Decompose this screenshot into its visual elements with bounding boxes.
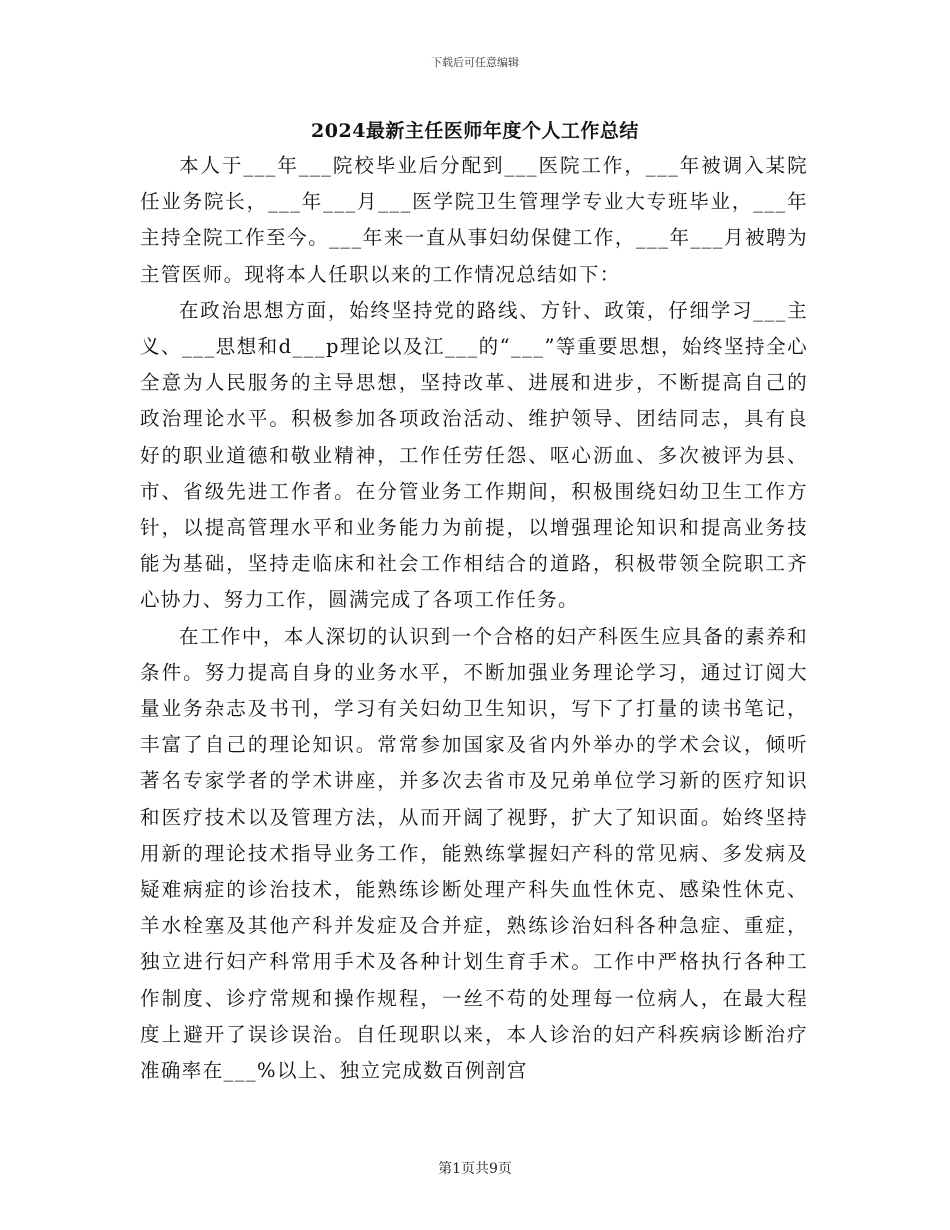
paragraph-intro: 本人于___年___院校毕业后分配到___医院工作，___年被调入某院任业务院长，___年___月___医学院卫生管理学专业大专班毕业，___年主持全院工作至今。___年来一直从事妇幼保健工作，___年___月被聘为主管医师。现将本人任职以来的工作情况总结如下： bbox=[140, 154, 808, 286]
document-title: 2024最新主任医师年度个人工作总结 bbox=[311, 120, 639, 142]
document-body bbox=[140, 148, 808, 1089]
paragraph-work: 在工作中，本人深切的认识到一个合格的妇产科医生应具备的素养和条件。努力提高自身的业务水平，不断加强业务理论学习，通过订阅大量业务杂志及书刊，学习有关妇幼卫生知识，写下了打量的读书笔记，丰富了自己的理论知识。常常参加国家及省内外举办的学术会议，倾听著名专家学者的学术讲座，并多次去省市及兄弟单位学习新的医疗知识和医疗技术以及管理方法，从而开阔了视野，扩大了知识面。始终坚持用新的理论技术指导业务工作，能熟练掌握妇产科的常见病、多发病及疑难病症的诊治技术，能熟练诊断处理产科失血性休克、感染性休克、羊水栓塞及其他产科并发症及合并症，熟练诊治妇科各种急症、重症，独立进行妇产科常用手术及各种计划生育手术。工作中严格执行各种工作制度、诊疗常规和操作规程，一丝不苟的处理每一位病人，在最大程度上避开了误诊误治。自任现职以来，本人诊治的妇产科疾病诊断治疗准确率在___%以上、独立完成数百例剖宫 bbox=[140, 624, 808, 1083]
header-note: 下载后可任意编辑 bbox=[431, 56, 519, 69]
page-number-footer: 第1页共9页 bbox=[438, 1161, 512, 1177]
paragraph-political: 在政治思想方面，始终坚持党的路线、方针、政策，仔细学习___主义、___思想和d___p理论以及江___的“___”等重要思想，始终坚持全心全意为人民服务的主导思想，坚持改革、进展和进步，不断提高自己的政治理论水平。积极参加各项政治活动、维护领导、团结同志，具有良好的职业道德和敬业精神，工作任劳任怨、呕心沥血、多次被评为县、市、省级先进工作者。在分管业务工作期间，积极围绕妇幼卫生工作方针，以提高管理水平和业务能力为前提，以增强理论知识和提高业务技能为基础，坚持走临床和社会工作相结合的道路，积极带领全院职工齐心协力、努力工作，圆满完成了各项工作任务。 bbox=[140, 298, 808, 612]
